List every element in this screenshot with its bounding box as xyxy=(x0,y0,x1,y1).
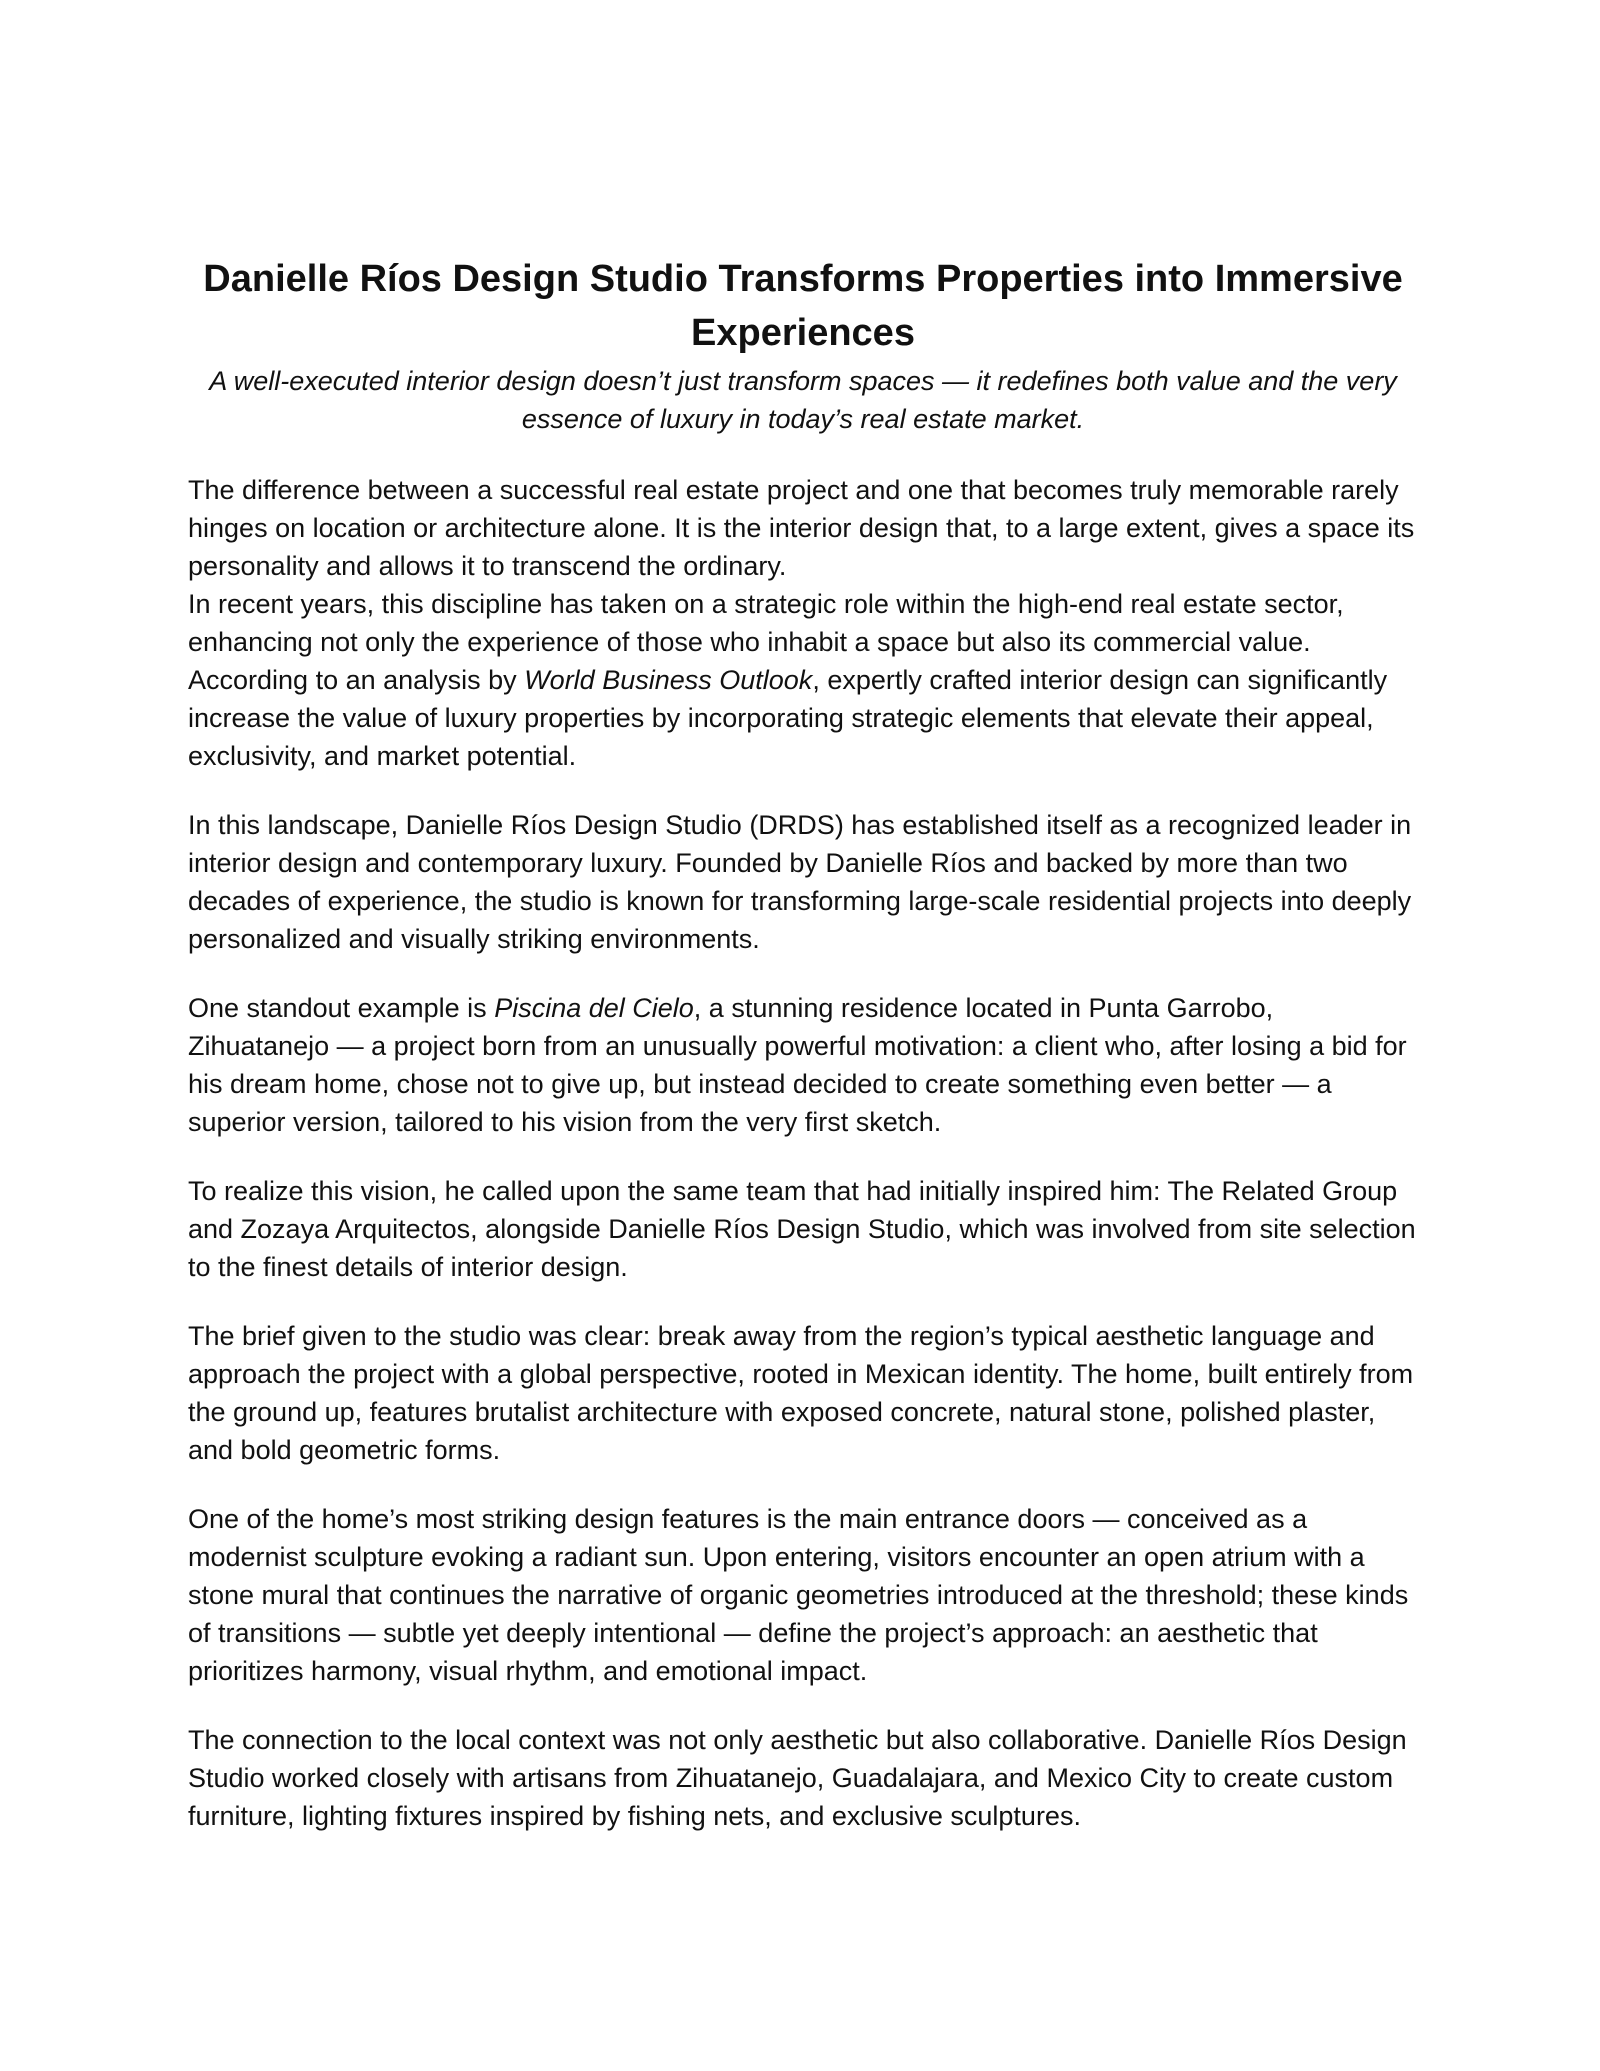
paragraph-text: , expertly crafted interior design can significantly increase the value of luxury properties by incorporating strategic elements that elevate their appeal, exclusivity, and market potential. xyxy=(188,665,1388,771)
article-body xyxy=(188,252,1418,1835)
paragraph-team: To realize this vision, he called upon the same team that had initially inspired him: The Related Group and Zozaya Arquitectos, alongside Danielle Ríos Design Studio, which was involved from site selection to the finest details of interior design. xyxy=(188,1176,1416,1282)
paragraph-entrance: One of the home’s most striking design features is the main entrance doors — conceived as a modernist sculpture evoking a radiant sun. Upon entering, visitors encounter an open atrium with a stone mural that continues the narrative of organic geometries introduced at the threshold; these kinds of transitions — subtle yet deeply intentional — define the project’s approach: an aesthetic that prioritizes harmony, visual rhythm, and emotional impact. xyxy=(188,1504,1409,1686)
publication-name: World Business Outlook xyxy=(524,665,813,695)
article-title: Danielle Ríos Design Studio Transforms Properties into Immersive Experiences xyxy=(203,258,1403,354)
paragraph-brief: The brief given to the studio was clear: break away from the region’s typical aesthetic language and approach the project with a global perspective, rooted in Mexican identity. The home, built entirely from the ground up, features brutalist architecture with exposed concrete, natural stone, polished plaster, and bold geometric forms. xyxy=(188,1321,1414,1465)
article-subtitle: A well-executed interior design doesn’t just transform spaces — it redefines both value and the very essence of luxury in today’s real estate market. xyxy=(209,366,1397,434)
paragraph-strategic-role xyxy=(188,585,1418,775)
paragraph-drds: In this landscape, Danielle Ríos Design Studio (DRDS) has established itself as a recognized leader in interior design and contemporary luxury. Founded by Danielle Ríos and backed by more than two decades of experience, the studio is known for transforming large-scale residential projects into deeply personalized and visually striking environments. xyxy=(188,810,1412,954)
paragraph-local-context: The connection to the local context was not only aesthetic but also collaborative. Danielle Ríos Design Studio worked closely with artisans from Zihuatanejo, Guadalajara, and Mexico City to create custom furniture, lighting fixtures inspired by fishing nets, and exclusive sculptures. xyxy=(188,1725,1407,1831)
paragraph-text: , a stunning residence located in Punta Garrobo, Zihuatanejo — a project born from an unusually powerful motivation: a client who, after losing a bid for his dream home, chose not to give up, but instead decided to create something even better — a superior version, tailored to his vision from the very first sketch. xyxy=(188,993,1407,1137)
paragraph-text: One standout example is xyxy=(188,993,495,1023)
paragraph-text: In recent years, this discipline has taken on a strategic role within the high-end real estate sector, enhancing not only the experience of those who inhabit a space but also its commercial value. According to an analysis by xyxy=(188,589,1344,695)
paragraph-intro: The difference between a successful real estate project and one that becomes truly memorable rarely hinges on location or architecture alone. It is the interior design that, to a large extent, gives a space its personality and allows it to transcend the ordinary. xyxy=(188,475,1415,581)
project-name: Piscina del Cielo xyxy=(494,993,694,1023)
paragraph-piscina xyxy=(188,989,1418,1141)
